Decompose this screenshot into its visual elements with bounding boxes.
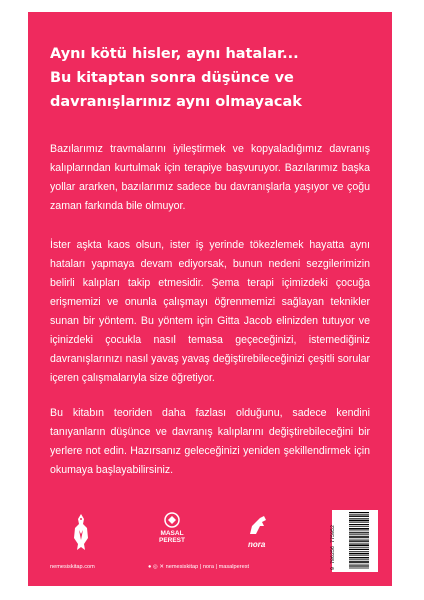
masal-perest-logo (157, 512, 187, 554)
barcode-icon (335, 512, 375, 570)
back-cover (28, 12, 392, 586)
nora-logo (246, 514, 272, 549)
paragraph-2: İster aşkta kaos olsun, ister iş yerinde tökezlemek hayatta aynı hataları yapmaya devam ediyorsak, bunun nedeni sezgilerimizin belirli kalıpları takip etmesidir. Şema terapi içimizdeki çocuğa erişmemizi ve onunla çalışmayı öğrenmemizi sağlayan teknikler sunan bir yöntem. Bu yöntem için Gitta Jacob elinizden tutuyor ve içinizdeki çocukla nasıl temasa geçeceğinizi, istemediğiniz davranışlarınızı nasıl yavaş yavaş değiştirebileceğinizi çeşitli sorular içeren çalışmalarıyla size öğretiyor. (50, 239, 370, 384)
social-text: nemesiskitap | nora | masalperest (165, 564, 250, 570)
social-handles (148, 564, 249, 570)
headline-line-3: davranışlarınız aynı olmayacak (50, 94, 302, 110)
website-text: nemesiskitap.com (50, 564, 95, 570)
headline (50, 42, 380, 114)
masal-perest-wordmark: MASAL PEREST (158, 530, 185, 544)
social-icons: ● ◎ ✕ (148, 564, 166, 570)
paragraph-3: Bu kitabın teoriden daha fazlası olduğunu, sadece kendini tanıyanların düşünce ve davranış kalıplarını değiştirebileceğini bir yerlere not edin. Hazırsanız geleceğinizi yeniden şekillendirmek için okumaya başlayabilirsiniz. (50, 407, 370, 476)
nora-wordmark: nora (248, 540, 266, 549)
nora-horse-icon (246, 514, 272, 538)
nemesis-logo-icon (70, 512, 92, 556)
headline-line-2: Bu kitaptan sonra düşünce ve (50, 70, 294, 86)
isbn-number: 9 786256 775952 (330, 524, 336, 570)
headline-line-1: Aynı kötü hisler, aynı hatalar... (50, 46, 299, 62)
barcode (332, 510, 378, 572)
publisher-footer (50, 510, 374, 570)
paragraph-1: Bazılarımız travmalarını iyileştirmek ve kopyaladığımız davranış kalıplarından kurtulmak için terapiye başvuruyor. Bazılarımız başka yollar ararken, bazılarımız sadece bu davranışlarla yaşıyor ve çoğu zaman farkında bile olmuyor. (50, 143, 370, 212)
